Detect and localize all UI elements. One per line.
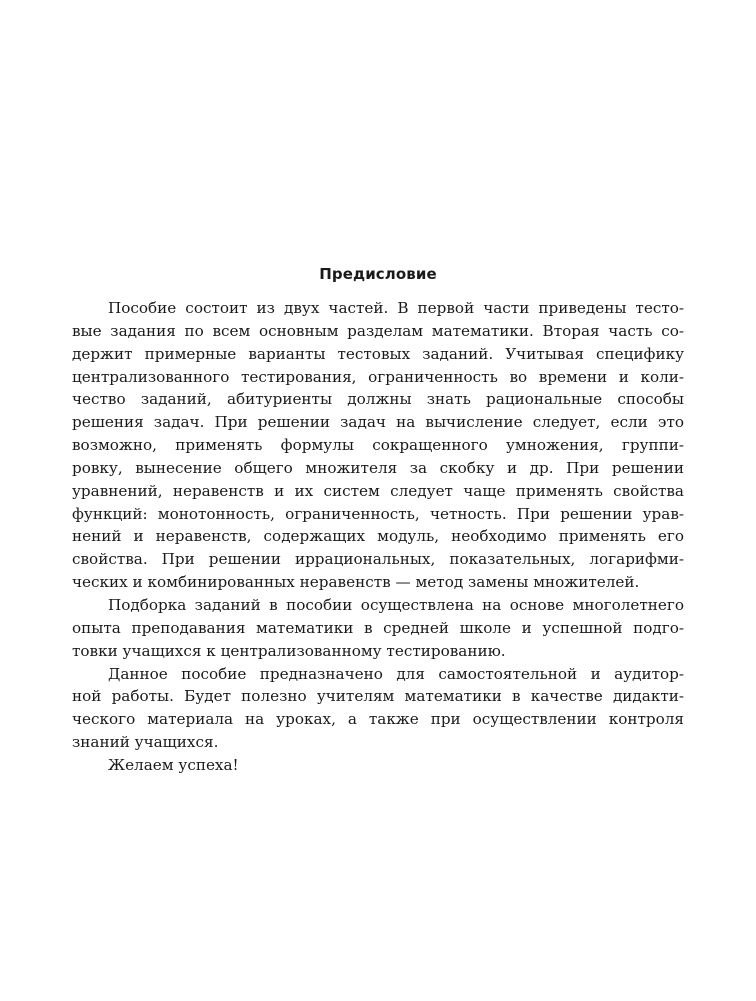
text-line: товки учащихся к централизованному тестированию. bbox=[72, 641, 506, 660]
text-line: уравнений, неравенств и их систем следует чаще применять свойства bbox=[72, 481, 684, 500]
text-line: нений и неравенств, содержащих модуль, необходимо применять его bbox=[72, 527, 684, 546]
text-line: знаний учащихся. bbox=[72, 733, 219, 752]
text-line: вые задания по всем основным разделам математики. Вторая часть со- bbox=[72, 321, 684, 340]
text-line: ровку, вынесение общего множителя за скобку и др. При решении bbox=[72, 458, 684, 477]
paragraph-1 bbox=[72, 297, 684, 594]
text-line: держит примерные варианты тестовых заданий. Учитывая специфику bbox=[72, 344, 684, 363]
paragraph-4 bbox=[72, 754, 684, 777]
text-line: свойства. При решении иррациональных, показательных, логарифми- bbox=[72, 550, 684, 569]
preface-page bbox=[72, 264, 684, 777]
text-line: Желаем успеха! bbox=[108, 755, 239, 774]
text-line: Данное пособие предназначено для самостоятельной и аудитор- bbox=[108, 664, 684, 683]
text-line: ческого материала на уроках, а также при осуществлении контроля bbox=[72, 710, 684, 729]
text-line: ной работы. Будет полезно учителям математики в качестве дидакти- bbox=[72, 687, 684, 706]
text-line: опыта преподавания математики в средней школе и успешной подго- bbox=[72, 618, 684, 637]
text-line: ческих и комбинированных неравенств — метод замены множителей. bbox=[72, 573, 640, 592]
paragraph-2 bbox=[72, 594, 684, 663]
text-line: Подборка заданий в пособии осуществлена на основе многолетнего bbox=[108, 595, 684, 614]
text-line: чество заданий, абитуриенты должны знать рациональные способы bbox=[72, 390, 684, 409]
text-line: решения задач. При решении задач на вычисление следует, если это bbox=[72, 413, 684, 432]
text-line: централизованного тестирования, ограниченность во времени и коли- bbox=[72, 367, 684, 386]
text-line: возможно, применять формулы сокращенного умножения, группи- bbox=[72, 436, 684, 455]
paragraph-3 bbox=[72, 663, 684, 754]
text-line: функций: монотонность, ограниченность, четность. При решении урав- bbox=[72, 504, 684, 523]
page-title: Предисловие bbox=[319, 265, 437, 283]
text-line: Пособие состоит из двух частей. В первой части приведены тесто- bbox=[108, 299, 684, 317]
